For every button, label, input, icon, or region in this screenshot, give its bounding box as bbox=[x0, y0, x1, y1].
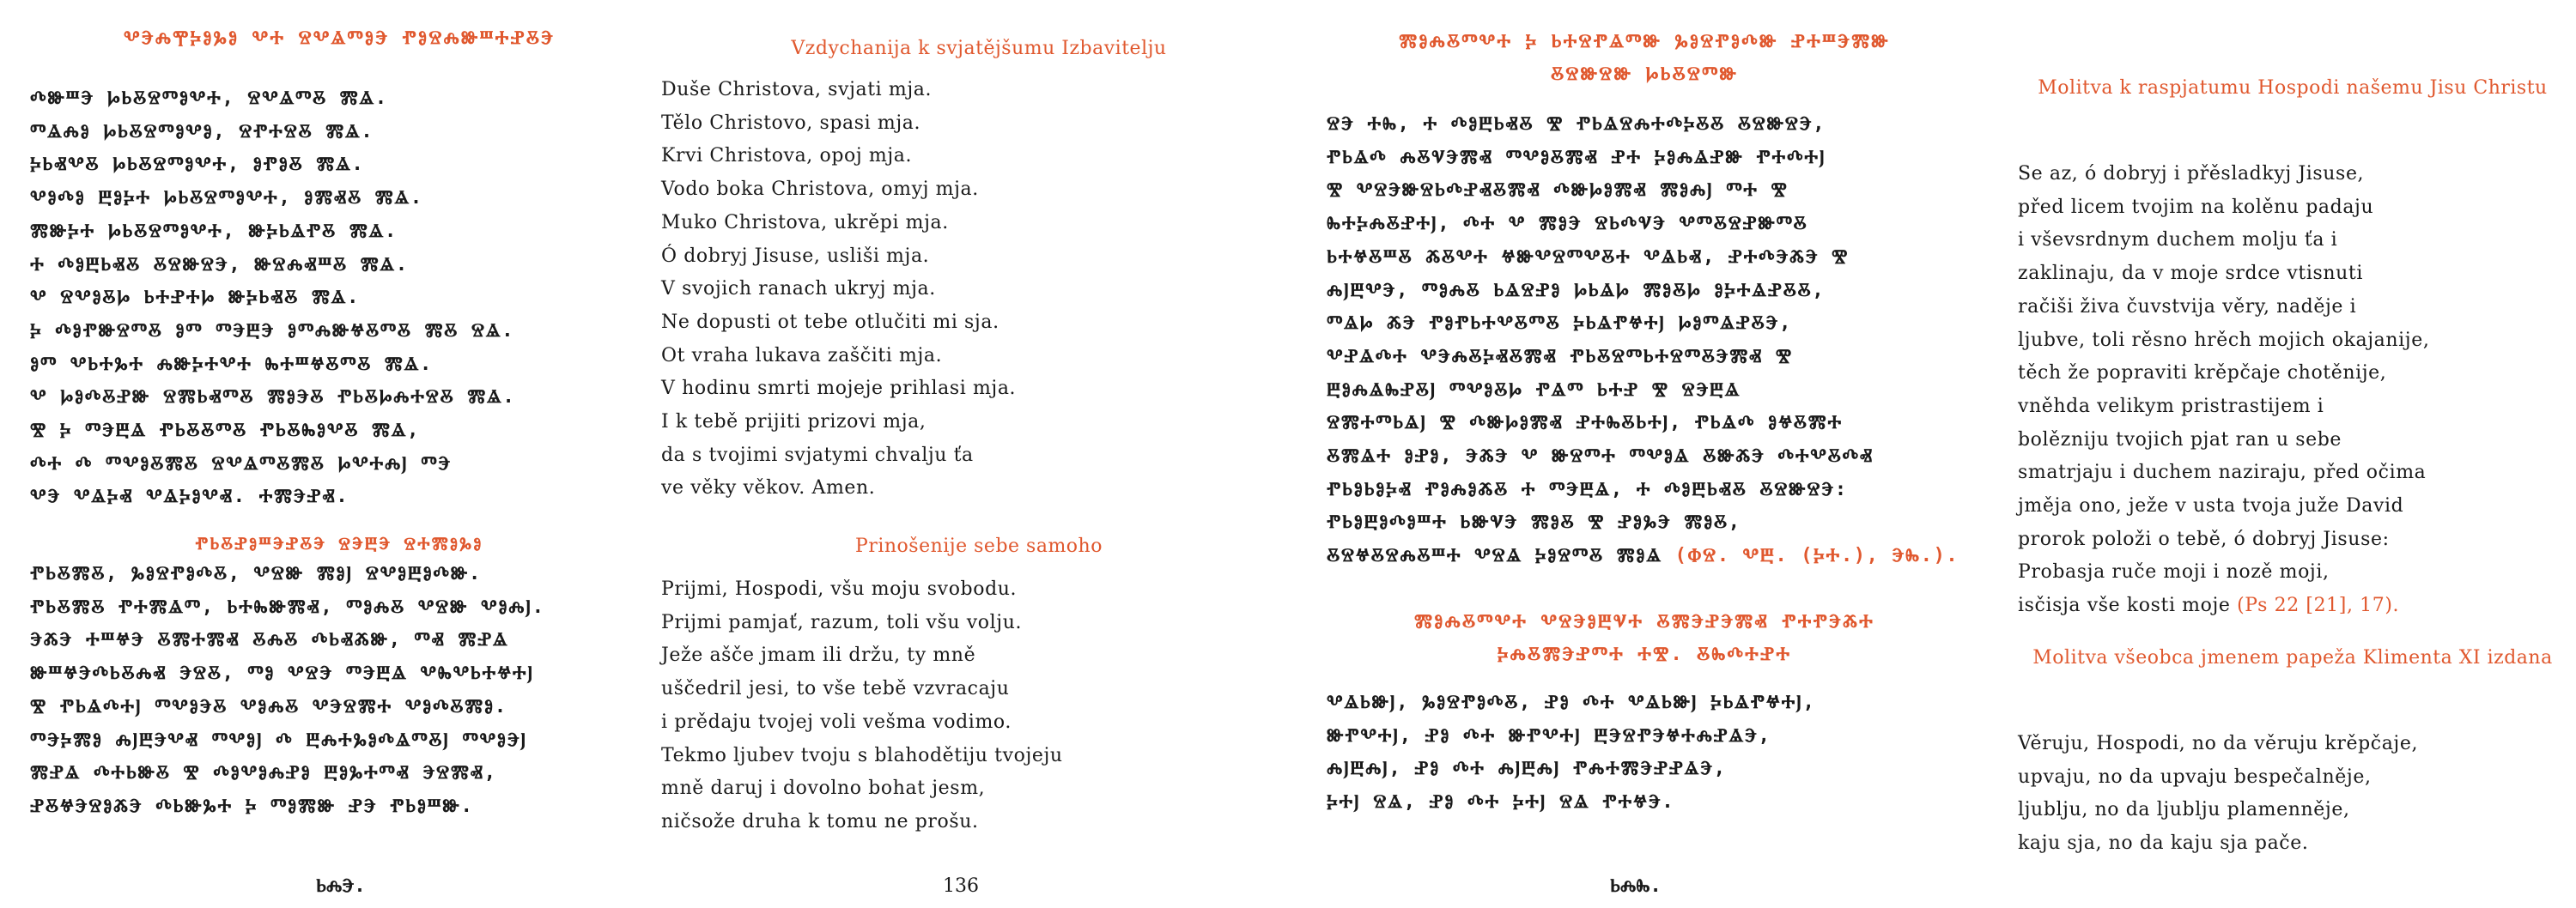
line-text: ⰄⰖⰞⰅ ⰘⰓⰋⰔⰕⰑⰂⰀ, ⰔⰂⰡⰕⰋ ⰏⰡ. bbox=[30, 88, 388, 109]
text-line bbox=[661, 772, 1063, 806]
text-line bbox=[30, 82, 515, 116]
line-text: i prědaju tvojej voli vešma vodimo. bbox=[661, 711, 1012, 733]
page-number: 136 bbox=[943, 875, 979, 897]
text-line bbox=[2018, 794, 2418, 827]
column-latin-left bbox=[661, 0, 1297, 908]
text-block bbox=[2018, 728, 2418, 861]
section-title: ⰏⰑⰎⰋⰕⰂⰀ Ⰽ ⰓⰀⰔⰒⰡⰕⰖ ⰃⰑⰔⰒⰑⰄⰖ ⰐⰀⰞⰅⰏⰖ ⰋⰔⰖⰔⰖ ⰘⰓⰋⰔⰕⰖ bbox=[1399, 31, 1890, 85]
text-line bbox=[1327, 341, 1959, 374]
line-text: uščedril jesi, to vše tebě vzvracaju bbox=[661, 678, 1010, 700]
line-text: Ot vraha lukava zaščiti mja. bbox=[661, 344, 943, 366]
text-line bbox=[30, 249, 515, 282]
line-text: bolězniju tvojich pjat ran u sebe bbox=[2018, 428, 2342, 451]
text-line bbox=[30, 591, 545, 625]
text-line bbox=[2018, 324, 2429, 358]
line-text: Ⰺ ⰂⰔⰅⰖⰔⰓⰄⰐⰟⰋⰏⰟ ⰄⰖⰘⰑⰏⰟ ⰏⰑⰎⰬ ⰕⰀ Ⰺ bbox=[1327, 179, 1789, 202]
line-text: I k tebě prijiti prizovi mja, bbox=[661, 411, 927, 433]
text-block bbox=[2018, 158, 2429, 623]
text-line bbox=[661, 306, 1016, 340]
line-text: Probasja ruče moji i nozě moji, bbox=[2018, 561, 2330, 584]
text-line bbox=[661, 573, 1063, 607]
text-line bbox=[2018, 556, 2429, 590]
line-text: i vševsrdnym duchem molju ťa i bbox=[2018, 229, 2338, 251]
line-text: ⰒⰓⰋⰏⰋ ⰒⰀⰏⰡⰕ, ⰓⰀⰈⰖⰏⰟ, ⰕⰑⰎⰋ ⰂⰔⰖ ⰂⰑⰎⰬ. bbox=[30, 596, 545, 618]
line-text: Tekmo ljubev tvoju s blahodětiju tvojeju bbox=[661, 744, 1063, 766]
section-title: Molitva všeobca jmenem papeža Klimenta XI izdana bbox=[2032, 647, 2553, 669]
line-text: smatrjaju i duchem naziraju, před očima bbox=[2018, 462, 2427, 484]
line-text: Ne dopusti ot tebe otlučiti mi sja. bbox=[661, 311, 999, 333]
text-line bbox=[1327, 440, 1959, 474]
section-title: ⰒⰓⰋⰐⰑⰞⰅⰐⰋⰅ ⰔⰅⰁⰅ ⰔⰀⰏⰑⰃⰑ bbox=[195, 533, 483, 554]
text-line bbox=[2018, 291, 2429, 324]
text-block bbox=[1327, 108, 1959, 573]
page-number: ⰓⰎⰅ. bbox=[316, 875, 366, 897]
line-text: ⰑⰕ ⰂⰓⰀⰃⰀ ⰎⰖⰍⰀⰂⰀ ⰈⰀⰞⰝⰋⰕⰋ ⰏⰡ. bbox=[30, 353, 433, 375]
line-text: ⰎⰬⰁⰎⰬ, ⰐⰑ ⰄⰀ ⰎⰬⰁⰎⰬ ⰒⰎⰀⰏⰅⰐⰐⰡⰅ, bbox=[1327, 758, 1727, 780]
text-line bbox=[1327, 540, 1959, 573]
line-text: ⰋⰔⰝⰋⰔⰎⰋⰞⰀ ⰂⰔⰡ ⰍⰑⰔⰕⰋ ⰏⰑⰡ bbox=[1327, 545, 1662, 567]
text-line bbox=[1327, 142, 1959, 175]
text-block bbox=[30, 82, 515, 514]
line-text: Prijmi pamjať, razum, toli všu volju. bbox=[661, 611, 1023, 633]
text-line bbox=[30, 657, 545, 691]
text-line bbox=[1327, 241, 1959, 275]
text-line bbox=[1327, 687, 1815, 720]
text-line bbox=[2018, 457, 2429, 490]
line-text: ⰂⰑⰄⰑ ⰁⰑⰍⰀ ⰘⰓⰋⰔⰕⰑⰂⰀ, ⰑⰏⰟⰋ ⰏⰡ. bbox=[30, 187, 423, 209]
line-text: Ⰺ Ⰽ ⰕⰅⰁⰡ ⰒⰓⰋⰋⰕⰋ ⰒⰓⰋⰈⰑⰂⰋ ⰏⰡ, bbox=[30, 420, 421, 442]
line-text: ⰐⰋⰝⰅⰔⰑⰆⰅ ⰄⰓⰖⰃⰀ Ⰽ ⰕⰑⰏⰖ ⰐⰅ ⰒⰓⰑⰞⰖ. bbox=[30, 795, 474, 817]
text-line bbox=[661, 74, 1016, 107]
text-line bbox=[661, 740, 1063, 773]
text-line bbox=[661, 207, 1016, 240]
text-line bbox=[1327, 208, 1959, 241]
line-text: ⰖⰒⰂⰀⰬ, ⰐⰑ ⰄⰀ ⰖⰒⰂⰀⰬ ⰁⰅⰔⰒⰅⰝⰀⰎⰐⰡⰅ, bbox=[1327, 724, 1771, 747]
line-text: těch že popraviti krěpčaje chotěnije, bbox=[2018, 362, 2387, 384]
line-text: ⰓⰀⰝⰋⰞⰋ ⰆⰋⰂⰀ ⰝⰖⰂⰔⰕⰂⰋⰀ ⰂⰡⰓⰟ, ⰐⰀⰄⰅⰆⰅ Ⰺ bbox=[1327, 245, 1850, 268]
text-line bbox=[2018, 390, 2429, 424]
text-line bbox=[1327, 174, 1959, 208]
line-text: ⰅⰆⰅ ⰀⰞⰝⰅ ⰋⰏⰀⰏⰟ ⰋⰎⰋ ⰄⰓⰟⰆⰖ, ⰕⰟ ⰏⰐⰡ bbox=[30, 629, 509, 651]
text-line bbox=[30, 624, 545, 657]
text-line bbox=[2018, 224, 2429, 257]
line-text: isčisja vše kosti moje bbox=[2018, 595, 2231, 617]
text-line bbox=[30, 448, 515, 481]
text-line bbox=[2018, 728, 2418, 761]
line-text: Se az, ó dobryj i přěsladkyj Jisuse, bbox=[2018, 163, 2365, 185]
text-line bbox=[1327, 786, 1815, 820]
text-line bbox=[30, 348, 515, 382]
text-line bbox=[2018, 827, 2418, 861]
line-text: ⰂⰅ ⰂⰡⰍⰟ ⰂⰡⰍⰑⰂⰟ. ⰀⰏⰅⰐⰟ. bbox=[30, 486, 349, 508]
text-block bbox=[30, 558, 545, 824]
text-line bbox=[661, 439, 1016, 473]
text-line bbox=[661, 706, 1063, 740]
text-line bbox=[30, 558, 545, 591]
line-text: Ⰲ ⰔⰂⰑⰋⰘ ⰓⰀⰐⰀⰘ ⰖⰍⰓⰟⰋ ⰏⰡ. bbox=[30, 287, 360, 309]
text-line bbox=[2018, 424, 2429, 457]
line-text: ⰂⰐⰡⰄⰀ ⰂⰅⰎⰋⰍⰟⰋⰏⰟ ⰒⰓⰋⰔⰕⰓⰀⰔⰕⰋⰅⰏⰟ Ⰺ bbox=[1327, 345, 1793, 367]
line-text: zaklinaju, da v moje srdce vtisnuti bbox=[2018, 263, 2363, 285]
text-line bbox=[2018, 357, 2429, 390]
text-line bbox=[661, 107, 1016, 141]
line-text: Ⰲ ⰘⰑⰄⰋⰐⰖ ⰔⰏⰓⰟⰕⰋ ⰏⰑⰅⰋ ⰒⰓⰋⰘⰎⰀⰔⰋ ⰏⰡ. bbox=[30, 386, 516, 409]
text-line bbox=[30, 281, 515, 315]
line-text: ⰁⰑⰎⰡⰈⰐⰋⰬ ⰕⰂⰑⰋⰘ ⰒⰡⰕ ⰓⰀⰐ Ⰺ ⰔⰅⰁⰡ bbox=[1327, 378, 1741, 401]
line-text: Vodo boka Christova, omyj mja. bbox=[661, 179, 979, 201]
line-text: jměja ono, ježe v usta tvoja juže David bbox=[2018, 495, 2404, 518]
text-line bbox=[1327, 374, 1959, 408]
line-text: Tělo Christovo, spasi mja. bbox=[661, 112, 921, 134]
column-glagolitic-left bbox=[26, 0, 653, 908]
text-line bbox=[1327, 720, 1815, 754]
line-text: račiši živa čuvstvija věry, naděje i bbox=[2018, 295, 2357, 318]
line-text: ⰖⰞⰝⰅⰄⰓⰋⰎⰟ ⰅⰔⰋ, ⰕⰑ ⰂⰔⰅ ⰕⰅⰁⰡ ⰂⰈⰂⰓⰀⰝⰀⰬ bbox=[30, 663, 534, 685]
text-line bbox=[1327, 753, 1815, 786]
line-text: prorok položi o tebě, ó dobryj Jisuse: bbox=[2018, 528, 2390, 550]
text-line bbox=[2018, 257, 2429, 291]
line-text: ⰕⰅⰍⰏⰑ ⰎⰬⰁⰅⰂⰟ ⰕⰂⰑⰬ Ⰴ ⰁⰎⰀⰃⰑⰄⰡⰕⰋⰬ ⰕⰂⰑⰅⰬ bbox=[30, 729, 527, 751]
section-title: ⰏⰑⰎⰋⰕⰂⰀ ⰂⰔⰅⰑⰁⰜⰀ ⰋⰏⰅⰐⰅⰏⰟ ⰒⰀⰒⰅⰆⰀ ⰍⰎⰋⰏⰅⰐⰕⰀ ⰀⰊ. ⰋⰈⰄⰀⰐⰀ bbox=[1414, 611, 1874, 665]
text-line bbox=[661, 340, 1016, 373]
text-block bbox=[1327, 687, 1815, 820]
line-text: Ⰰ ⰄⰑⰁⰓⰟⰋ ⰋⰔⰖⰔⰅ, ⰖⰔⰎⰟⰞⰋ ⰏⰡ. bbox=[30, 253, 409, 275]
text-line bbox=[661, 273, 1016, 306]
section-title: Vzdychanija k svjatějšumu Izbavitelju bbox=[791, 38, 1167, 59]
line-text: da s tvojimi svjatymi chvalju ťa bbox=[661, 444, 974, 466]
section-title: ⰂⰅⰎⰉⰍⰑⰃⰑ ⰂⰀ ⰔⰂⰡⰕⰑⰅ ⰒⰑⰔⰎⰖⰞⰀⰐⰋⰅ bbox=[123, 27, 556, 49]
line-text: ⰂⰡⰓⰖⰬ, ⰃⰑⰔⰒⰑⰄⰋ, ⰐⰑ ⰄⰀ ⰂⰡⰓⰖⰬ ⰍⰓⰡⰒⰝⰀⰬ, bbox=[1327, 692, 1816, 713]
text-line bbox=[30, 790, 545, 824]
text-line bbox=[661, 173, 1016, 207]
text-line bbox=[30, 116, 515, 149]
column-glagolitic-right bbox=[1327, 0, 1962, 908]
line-text: Duše Christova, svjati mja. bbox=[661, 79, 933, 100]
line-text: ⰍⰀⰬ ⰔⰡ, ⰐⰑ ⰄⰀ ⰍⰀⰬ ⰔⰡ ⰒⰀⰝⰅ. bbox=[1327, 791, 1675, 814]
text-block bbox=[661, 74, 1016, 505]
line-text: ljublju, no da ljublju plamenněje, bbox=[2018, 799, 2350, 821]
scripture-reference: (Ps 22 [21], 17). bbox=[2237, 595, 2400, 617]
line-text: Muko Christova, ukrěpi mja. bbox=[661, 211, 949, 233]
line-text: ⰒⰓⰑⰁⰑⰄⰑⰞⰀ ⰓⰖⰜⰅ ⰏⰑⰋ Ⰺ ⰐⰑⰃⰅ ⰏⰑⰋ, bbox=[1327, 512, 1741, 534]
column-latin-right bbox=[2018, 0, 2567, 908]
text-line bbox=[30, 381, 515, 415]
section-title: Prinošenije sebe samoho bbox=[855, 536, 1103, 557]
line-text: ⰕⰡⰘ ⰆⰅ ⰒⰑⰒⰓⰀⰂⰋⰕⰋ ⰍⰓⰡⰒⰝⰀⰬ ⰘⰑⰕⰡⰐⰋⰅ, bbox=[1327, 312, 1792, 335]
text-line bbox=[30, 415, 515, 448]
text-line bbox=[2018, 158, 2429, 191]
text-line bbox=[1327, 474, 1959, 507]
section-title: Molitva k raspjatumu Hospodi našemu Jisu Christu bbox=[2038, 77, 2548, 99]
text-line bbox=[661, 673, 1063, 706]
text-line bbox=[30, 724, 545, 758]
text-line bbox=[30, 757, 545, 790]
line-text: Ⰽ ⰄⰑⰒⰖⰔⰕⰋ ⰑⰕ ⰕⰅⰁⰅ ⰑⰕⰎⰖⰝⰋⰕⰋ ⰏⰋ ⰔⰡ. bbox=[30, 319, 515, 342]
line-text: ⰒⰓⰡⰄ ⰎⰋⰜⰅⰏⰟ ⰕⰂⰑⰋⰏⰟ ⰐⰀ ⰍⰑⰎⰡⰐⰖ ⰒⰀⰄⰀⰬ bbox=[1327, 146, 1826, 168]
line-text: ⰔⰏⰀⰕⰓⰡⰬ Ⰺ ⰄⰖⰘⰑⰏⰟ ⰐⰀⰈⰋⰓⰀⰬ, ⰒⰓⰡⰄ ⰑⰝⰋⰏⰀ bbox=[1327, 412, 1843, 434]
line-text: ⰄⰀ Ⰴ ⰕⰂⰑⰋⰏⰋ ⰔⰂⰡⰕⰋⰏⰋ ⰘⰂⰀⰎⰬ ⰕⰅ bbox=[30, 452, 452, 475]
line-text: ve věky věkov. Amen. bbox=[661, 477, 876, 499]
text-block bbox=[661, 573, 1063, 839]
text-line bbox=[1327, 108, 1959, 142]
line-text: Prijmi, Hospodi, všu moju svobodu. bbox=[661, 578, 1018, 600]
line-text: před licem tvojim na kolěnu padaju bbox=[2018, 196, 2374, 218]
text-line bbox=[1327, 275, 1959, 308]
line-text: mně daruj i dovolno bohat jesm, bbox=[661, 778, 986, 800]
line-text: ⰕⰡⰎⰑ ⰘⰓⰋⰔⰕⰑⰂⰑ, ⰔⰒⰀⰔⰋ ⰏⰡ. bbox=[30, 120, 374, 142]
text-line bbox=[30, 148, 515, 182]
line-text: ⰈⰀⰍⰎⰋⰐⰀⰬ, ⰄⰀ Ⰲ ⰏⰑⰅ ⰔⰓⰄⰜⰅ ⰂⰕⰋⰔⰐⰖⰕⰋ bbox=[1327, 213, 1808, 235]
line-text: Ⰺ ⰒⰓⰡⰄⰀⰬ ⰕⰂⰑⰅⰋ ⰂⰑⰎⰋ ⰂⰅⰔⰏⰀ ⰂⰑⰄⰋⰏⰑ. bbox=[30, 695, 507, 717]
line-text: V hodinu smrti mojeje prihlasi mja. bbox=[661, 378, 1017, 400]
line-text: ⰍⰓⰟⰂⰋ ⰘⰓⰋⰔⰕⰑⰂⰀ, ⰑⰒⰑⰋ ⰏⰡ. bbox=[30, 154, 365, 176]
line-text: kaju sja, no da kaju sja pače. bbox=[2018, 832, 2309, 855]
text-line bbox=[30, 182, 515, 215]
text-line bbox=[2018, 524, 2429, 557]
text-line bbox=[1327, 407, 1959, 440]
line-text: upvaju, no da upvaju bespečalněje, bbox=[2018, 766, 2372, 788]
line-text: Krvi Christova, opoj mja. bbox=[661, 145, 913, 167]
text-line bbox=[661, 472, 1016, 505]
line-text: vněhda velikym pristrastijem i bbox=[2018, 395, 2324, 417]
line-text: V svojich ranach ukryj mja. bbox=[661, 278, 936, 300]
line-text: ⰏⰐⰡ ⰄⰀⰓⰖⰋ Ⰺ ⰄⰑⰂⰑⰎⰐⰑ ⰁⰑⰃⰀⰕⰟ ⰅⰔⰏⰟ, bbox=[30, 762, 497, 784]
text-line bbox=[661, 140, 1016, 173]
text-line bbox=[661, 240, 1016, 274]
line-text: ⰋⰏⰡⰀ ⰑⰐⰑ, ⰅⰆⰅ Ⰲ ⰖⰔⰕⰀ ⰕⰂⰑⰡ ⰋⰖⰆⰅ ⰄⰀⰂⰋⰄⰟ bbox=[1327, 445, 1874, 468]
text-line bbox=[661, 806, 1063, 839]
line-text: ljubve, toli rěsno hrěch mojich okajanije, bbox=[2018, 329, 2430, 351]
text-line bbox=[30, 315, 515, 348]
line-text: ⰏⰖⰍⰀ ⰘⰓⰋⰔⰕⰑⰂⰀ, ⰖⰍⰓⰡⰒⰋ ⰏⰡ. bbox=[30, 220, 398, 242]
text-line bbox=[30, 691, 545, 724]
scripture-reference: (ⰗⰔ. ⰂⰁ. (ⰍⰀ.), ⰅⰈ.). bbox=[1674, 545, 1959, 567]
text-line bbox=[2018, 191, 2429, 225]
text-line bbox=[30, 481, 515, 514]
text-line bbox=[661, 607, 1063, 640]
text-line bbox=[2018, 590, 2429, 623]
line-text: ⰒⰓⰑⰓⰑⰍⰟ ⰒⰑⰎⰑⰆⰋ Ⰰ ⰕⰅⰁⰡ, Ⰰ ⰄⰑⰁⰓⰟⰋ ⰋⰔⰖⰔⰅ: bbox=[1327, 478, 1848, 500]
line-text: Ó dobryj Jisuse, usliši mja. bbox=[661, 245, 930, 267]
text-line bbox=[661, 406, 1016, 439]
line-text: ⰒⰓⰋⰏⰋ, ⰃⰑⰔⰒⰑⰄⰋ, ⰂⰔⰖ ⰏⰑⰬ ⰔⰂⰑⰁⰑⰄⰖ. bbox=[30, 563, 482, 584]
text-line bbox=[2018, 490, 2429, 524]
line-text: Ježe ašče jmam ili držu, ty mně bbox=[661, 645, 976, 667]
line-text: ničsože druha k tomu ne prošu. bbox=[661, 810, 979, 832]
line-text: ⰔⰅ ⰀⰈ, Ⰰ ⰄⰑⰁⰓⰟⰋ Ⰺ ⰒⰓⰡⰔⰎⰀⰄⰍⰋⰋ ⰋⰔⰖⰔⰅ, bbox=[1327, 113, 1826, 135]
text-line bbox=[30, 215, 515, 249]
line-text: ⰎⰬⰁⰂⰅ, ⰕⰑⰎⰋ ⰓⰡⰔⰐⰑ ⰘⰓⰡⰘ ⰏⰑⰋⰘ ⰑⰍⰀⰡⰐⰋⰋ, bbox=[1327, 279, 1826, 301]
text-line bbox=[2018, 761, 2418, 795]
line-text: Věruju, Hospodi, no da věruju krěpčaje, bbox=[2018, 733, 2419, 754]
text-line bbox=[661, 639, 1063, 673]
text-line bbox=[1327, 506, 1959, 540]
text-line bbox=[661, 372, 1016, 406]
page-number: ⰓⰎⰈ. bbox=[1610, 875, 1662, 897]
text-line bbox=[1327, 307, 1959, 341]
